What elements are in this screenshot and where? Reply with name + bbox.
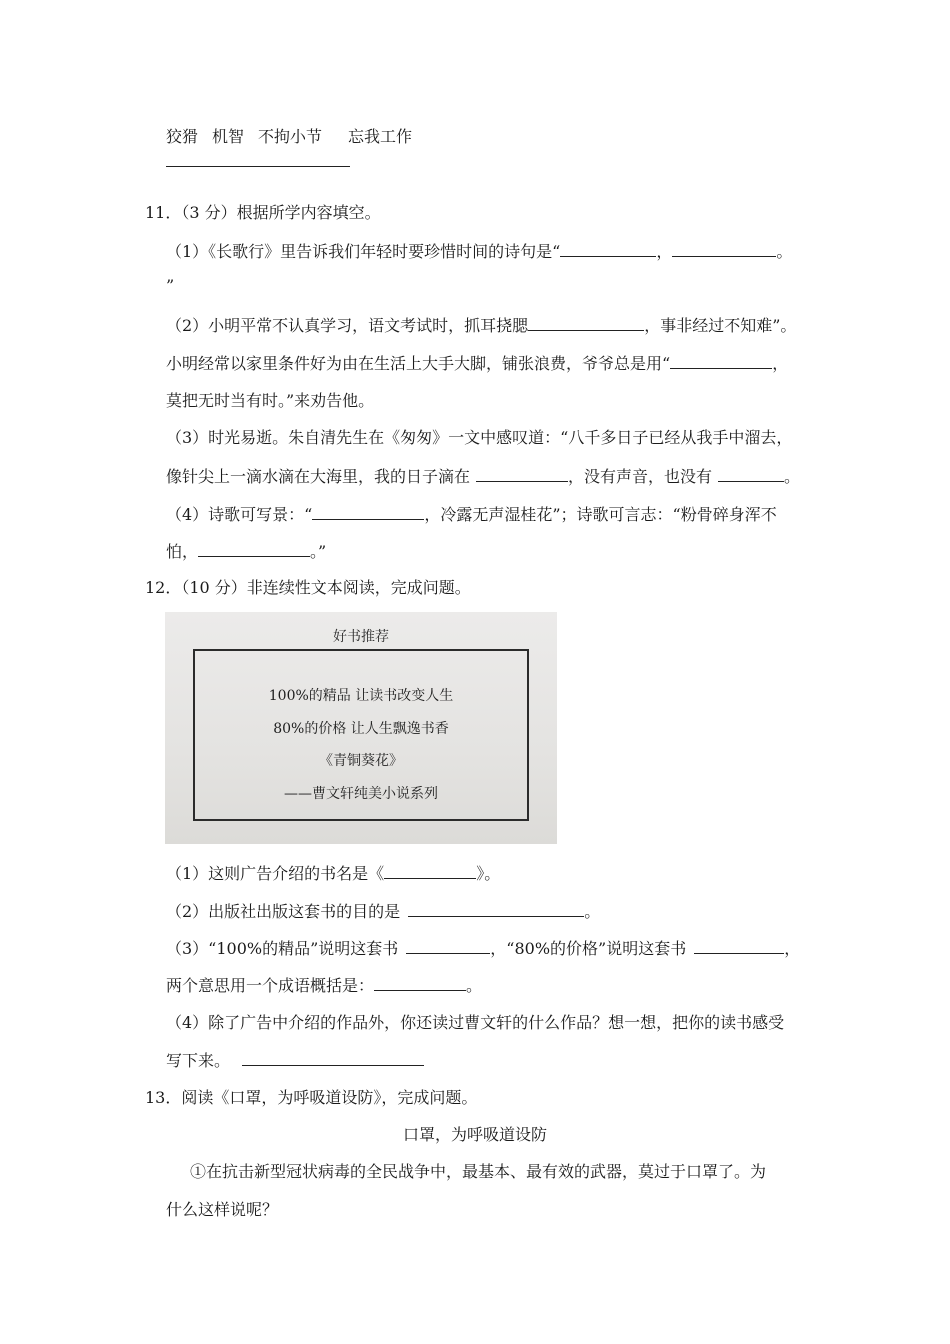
q11-p2-line3: 莫把无时当有时。”来劝告他。 [166,391,375,410]
q12-s1-text: （1）这则广告介绍的书名是《 [166,864,385,883]
word-4: 忘我工作 [348,127,413,146]
ad-frame [193,649,529,821]
q12-s3-mid: ，“80%的价格”说明这套书 [490,939,687,958]
q11-p1-text: （1）《长歌行》里告诉我们年轻时要珍惜时间的诗句是“ [166,242,561,261]
ad-line-2: 80%的价格 让人生飘逸书香 [273,721,449,737]
q12-heading: 12．（10 分）非连续性文本阅读，完成问题。 [145,578,471,597]
answer-blank-words[interactable] [166,166,350,167]
blank-q12-3a[interactable] [406,937,490,954]
q11-p2-line2 [166,352,788,375]
word-list [166,126,412,148]
blank-q11-4a[interactable] [312,503,424,520]
q11-p4-text: （4）诗歌可写景：“ [166,505,313,524]
blank-q11-2a[interactable] [528,314,644,331]
q11-p3-line1: （3）时光易逝。朱自清先生在《匆匆》一文中感叹道：“八千多日子已经从我手中溜去， [166,428,793,447]
q12-s3-line2 [166,974,482,997]
q12-s4-line2 [166,1049,424,1072]
q11-p1-period: 。 [776,242,793,261]
q11-p2-comma: ， [772,354,789,373]
q13-heading: 13．阅读《口罩，为呼吸道设防》，完成问题。 [145,1088,478,1107]
blank-q11-1b[interactable] [672,240,776,257]
blank-q11-2b[interactable] [670,352,772,369]
q11-p2-text2: 小明经常以家里条件好为由在生活上大手大脚，铺张浪费，爷爷总是用“ [166,354,671,373]
q12-s1 [166,862,500,885]
q11-p4-mid: ，冷露无声湿桂花”；诗歌可言志：“粉骨碎身浑不 [424,505,777,524]
q11-p2-tail: ，事非经过不知难”。 [644,316,797,335]
q11-p4-end: 。” [310,542,327,561]
q12-s1-end: 》。 [476,864,501,883]
blank-q12-3c[interactable] [374,974,466,991]
ad-line-4: ——曹文轩纯美小说系列 [284,786,438,802]
q12-s3-text: （3）“100%的精品”说明这套书 [166,939,399,958]
q11-p3-line2 [166,465,800,488]
q12-s4-line1: （4）除了广告中介绍的作品外，你还读过曹文轩的什么作品？想一想，把你的读书感受 [166,1013,785,1032]
q11-p3-text: 像针尖上一滴水滴在大海里，我的日子滴在 [166,467,471,486]
q11-p3-mid: ，没有声音，也没有 [568,467,713,486]
blank-q12-2[interactable] [408,900,584,917]
q11-p1-comma: ， [656,242,673,261]
q12-s3-end: 。 [466,976,483,995]
blank-q11-4b[interactable] [198,540,310,557]
blank-q12-4[interactable] [242,1049,424,1066]
ad-line-3: 《青铜葵花》 [319,753,403,769]
q12-s3-comma: ， [784,939,801,958]
word-2: 机智 [212,127,245,146]
q11-p2-line1 [166,314,796,337]
blank-q11-3b[interactable] [718,465,784,482]
q12-s2-end: 。 [584,902,601,921]
q11-p3-period: 。 [784,467,801,486]
q12-s3-line1 [166,937,800,960]
q11-p4-text2: 怕， [166,542,199,561]
blank-q11-3a[interactable] [476,465,568,482]
q11-p4-line1 [166,503,777,526]
q11-p4-line2 [166,540,326,563]
word-3: 不拘小节 [258,127,323,146]
q12-s4-text: 写下来。 [166,1051,231,1070]
book-ad-image [165,612,557,844]
q12-s2 [166,900,600,923]
article-title: 口罩，为呼吸道设防 [402,1125,547,1144]
word-1: 狡猾 [166,127,199,146]
blank-q12-1[interactable] [384,862,476,879]
q11-p2-text: （2）小明平常不认真学习，语文考试时，抓耳挠腮 [166,316,529,335]
blank-q11-1a[interactable] [560,240,656,257]
q11-p1-close-quote: ” [166,276,175,295]
article-p1-line1: ①在抗击新型冠状病毒的全民战争中，最基本、最有效的武器，莫过于口罩了。为 [190,1162,767,1181]
ad-line-1: 100%的精品 让读书改变人生 [268,688,454,704]
ad-header: 好书推荐 [333,629,389,645]
article-p1-line2: 什么这样说呢？ [166,1200,279,1219]
q12-s3-text2: 两个意思用一个成语概括是： [166,976,375,995]
q11-heading: 11．（3 分）根据所学内容填空。 [145,203,381,222]
q12-s2-text: （2）出版社出版这套书的目的是 [166,902,401,921]
blank-q12-3b[interactable] [694,937,784,954]
q11-p1-line1 [166,240,792,263]
